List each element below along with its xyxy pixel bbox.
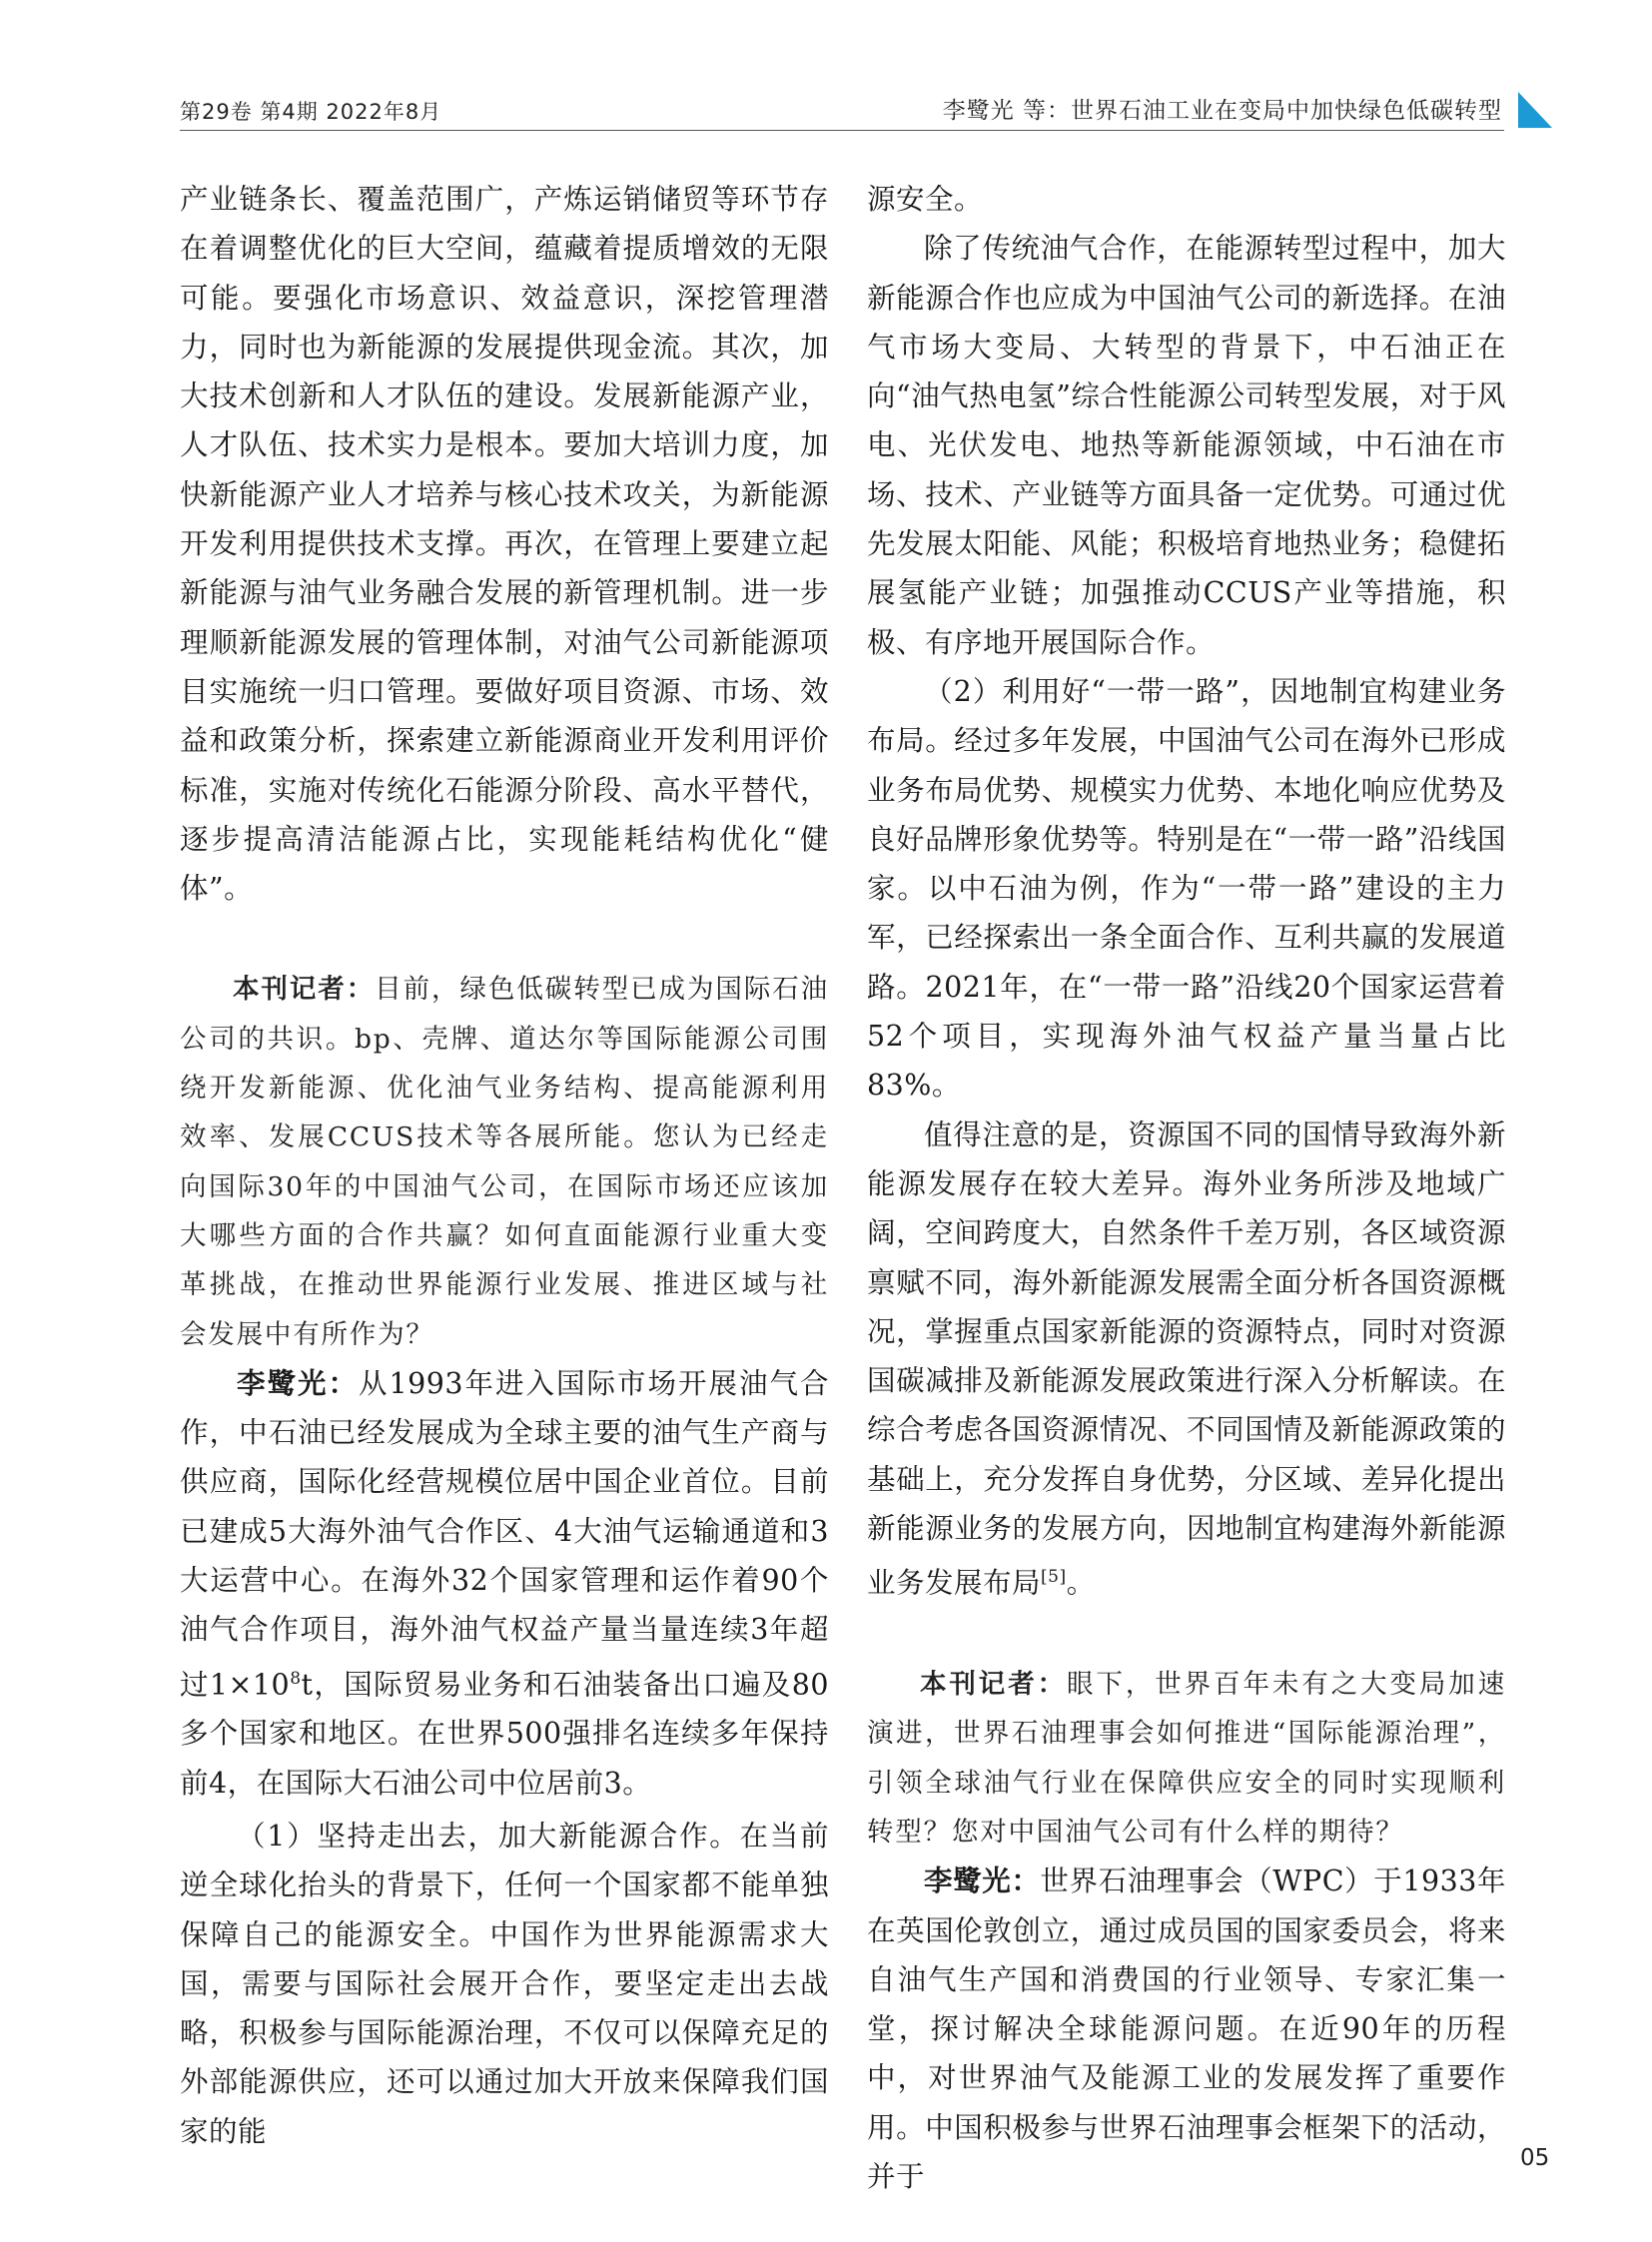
question-1-speaker: 本刊记者： [233, 974, 376, 1006]
citation-ref: [5] [1041, 1567, 1067, 1588]
section-spacer [867, 1608, 1506, 1660]
answer-1-exponent: 8 [290, 1668, 302, 1689]
question-1 [180, 965, 829, 1358]
right-paragraph-3-text: 值得注意的是，资源国不同的国情导致海外新能源发展存在较大差异。海外业务所涉及地域广阔，空间跨度大，自然条件千差万别，各区域资源禀赋不同，海外新能源发展需全面分析各国资源概况，掌握重点国家新能源的资源特点，同时对资源国碳减排及新能源发展政策进行深入分析解读。在综合考虑各国资源情况、不同国情及新能源政策的基础上，充分发挥自身优势，分区域、差异化提出新能源业务的发展方向，因地制宜构建海外新能源业务发展布局 [867, 1118, 1506, 1600]
question-2-speaker: 本刊记者： [920, 1669, 1068, 1701]
header-rule [180, 130, 1504, 131]
right-paragraph-2: （2）利用好“一带一路”，因地制宜构建业务布局。经过多年发展，中国油气公司在海外已形成业务布局优势、规模实力优势、本地化响应优势及良好品牌形象优势等。特别是在“一带一路”沿线国家。以中石油为例，作为“一带一路”建设的主力军，已经探索出一条全面合作、互利共赢的发展道路。2021年，在“一带一路”沿线20个国家运营着52个项目，实现海外油气权益产量当量占比83%。 [867, 674, 1506, 1103]
left-paragraph-new-energy: （1）坚持走出去，加大新能源合作。在当前逆全球化抬头的背景下，任何一个国家都不能单独保障自己的能源安全。中国作为世界能源需求大国，需要与国际社会展开合作，要坚定走出去战略，积极参与国际能源治理，不仅可以保障充足的外部能源供应，还可以通过加大开放来保障我们国家的能 [180, 1820, 829, 2148]
answer-2-text: 世界石油理事会（WPC）于1933年在英国伦敦创立，通过成员国的国家委员会，将来自油气生产国和消费国的行业领导、专家汇集一堂，探讨解决全球能源问题。在近90年的历程中，对世界油气及能源工业的发展发挥了重要作用。中国积极参与世界石油理事会框架下的活动，并于 [867, 1865, 1506, 2194]
right-paragraph-1: 除了传统油气合作，在能源转型过程中，加大新能源合作也应成为中国油气公司的新选择。在油气市场大变局、大转型的背景下，中石油正在向“油气热电氢”综合性能源公司转型发展，对于风电、光伏发电、地热等新能源领域，中石油在市场、技术、产业链等方面具备一定优势。可通过优先发展太阳能、风能；积极培育地热业务；稳健拓展氢能产业链；加强推动CCUS产业等措施，积极、有序地开展国际合作。 [867, 232, 1506, 659]
left-column [180, 175, 829, 2156]
right-column [867, 175, 1506, 2201]
right-paragraph-3-end: 。 [1066, 1566, 1096, 1600]
right-paragraph-0: 源安全。 [867, 183, 984, 216]
answer-1-speaker: 李鹭光： [237, 1366, 359, 1400]
answer-1 [180, 1359, 829, 1808]
running-header-issue: 第29卷 第4期 2022年8月 [180, 100, 442, 124]
page-number: 05 [1520, 2145, 1550, 2171]
left-paragraph-1: 产业链条长、覆盖范围广，产炼运销储贸等环节存在着调整优化的巨大空间，蕴藏着提质增效的无限可能。要强化市场意识、效益意识，深挖管理潜力，同时也为新能源的发展提供现金流。其次，加大技术创新和人才队伍的建设。发展新能源产业，人才队伍、技术实力是根本。要加大培训力度，加快新能源产业人才培养与核心技术攻关，为新能源开发利用提供技术支撑。再次，在管理上要建立起新能源与油气业务融合发展的新管理机制。进一步理顺新能源发展的管理体制，对油气公司新能源项目实施统一归口管理。要做好项目资源、市场、效益和政策分析，探索建立新能源商业开发利用评价标准，实施对传统化石能源分阶段、高水平替代，逐步提高清洁能源占比，实现能耗结构优化“健体”。 [180, 183, 829, 906]
right-paragraph-3 [867, 1111, 1506, 1608]
answer-2 [867, 1857, 1506, 2201]
answer-2-speaker: 李鹭光： [924, 1865, 1041, 1898]
running-header-title: 李鹭光 等：世界石油工业在变局中加快绿色低碳转型 [942, 98, 1502, 124]
question-2-text: 眼下，世界百年未有之大变局加速演进，世界石油理事会如何推进“国际能源治理”，引领全球油气行业在保障供应安全的同时实现顺利转型？您对中国油气公司有什么样的期待？ [867, 1669, 1507, 1848]
header-triangle-mark [1518, 92, 1552, 128]
answer-1-text-cont: t，国际贸易业务和石油装备出口遍及80多个国家和地区。在世界500强排名连续多年保持前4，在国际大石油公司中位居前3。 [180, 1668, 829, 1800]
answer-1-text: 从1993年进入国际市场开展油气合作，中石油已经发展成为全球主要的油气生产商与供应商，国际化经营规模位居中国企业首位。目前已建成5大海外油气合作区、4大油气运输通道和3大运营中心。在海外32个国家管理和运作着90个油气合作项目，海外油气权益产量当量连续3年超过1×10 [180, 1366, 829, 1702]
question-1-text: 目前，绿色低碳转型已成为国际石油公司的共识。bp、壳牌、道达尔等国际能源公司围绕开发新能源、优化油气业务结构、提高能源利用效率、发展CCUS技术等各展所能。您认为已经走向国际30年的中国油气公司，在国际市场还应该加大哪些方面的合作共赢？如何直面能源行业重大变革挑战，在推动世界能源行业发展、推进区域与社会发展中有所作为？ [180, 974, 829, 1350]
section-spacer [180, 913, 829, 965]
question-2 [867, 1660, 1506, 1857]
